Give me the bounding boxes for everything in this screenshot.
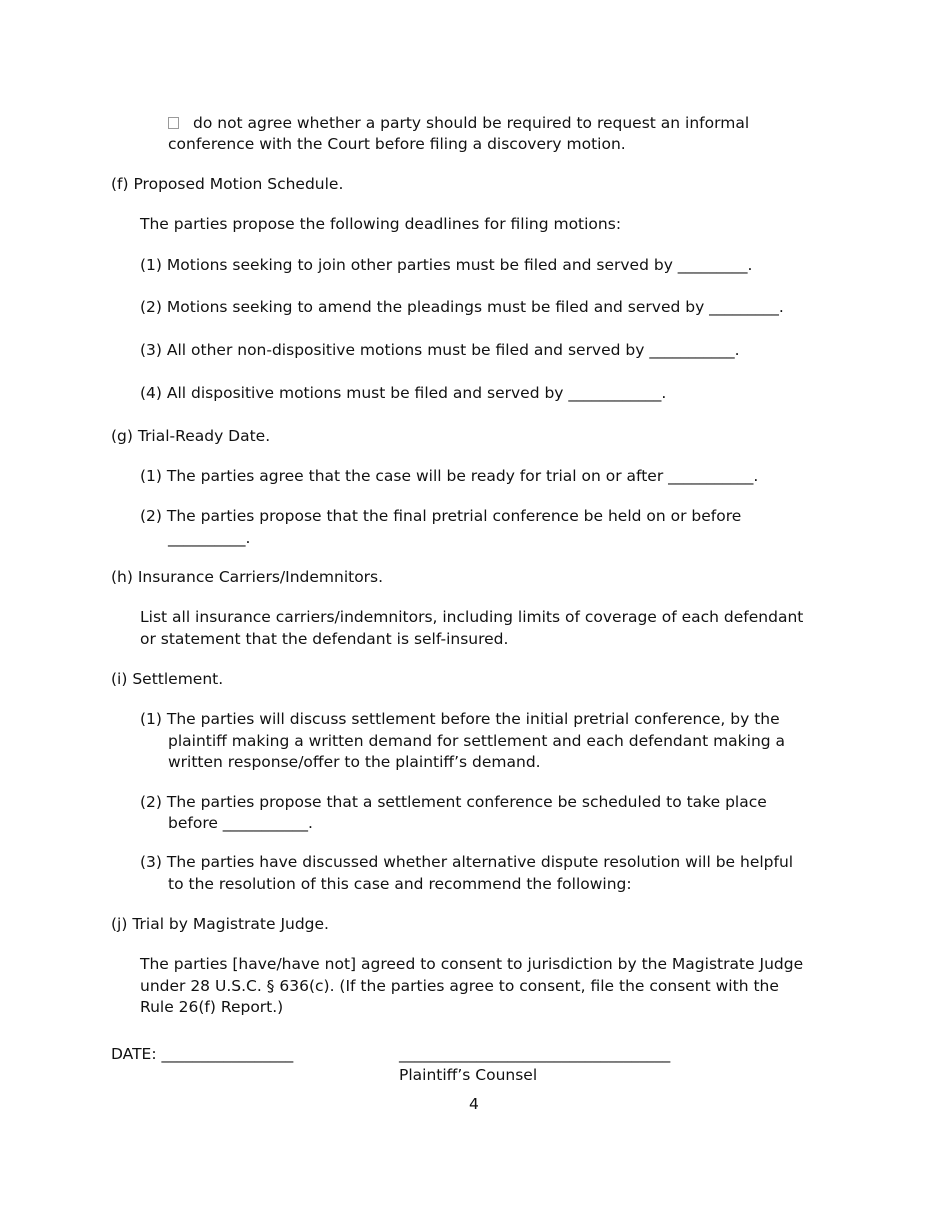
section-f-item-2: (2) Motions seeking to amend the pleadings must be filed and served by _________. — [140, 298, 784, 316]
section-g-item-2-cont: __________. — [168, 529, 251, 547]
section-i-item-3: (3) The parties have discussed whether alternative dispute resolution will be helpful — [140, 853, 794, 871]
section-h-body-cont: or statement that the defendant is self-insured. — [140, 630, 509, 648]
section-f-heading: (f) Proposed Motion Schedule. — [111, 175, 344, 193]
section-g-heading: (g) Trial-Ready Date. — [111, 427, 271, 445]
section-i-heading: (i) Settlement. — [111, 670, 224, 688]
date-field[interactable]: DATE: _________________ — [111, 1045, 294, 1063]
section-f-item-4: (4) All dispositive motions must be filed and served by ____________. — [140, 384, 667, 402]
section-h-body: List all insurance carriers/indemnitors, including limits of coverage of each defendant — [140, 608, 804, 626]
section-i-item-2-cont: before ___________. — [168, 814, 313, 832]
signer-label: Plaintiff’s Counsel — [399, 1066, 538, 1084]
section-j-body: The parties [have/have not] agreed to consent to jurisdiction by the Magistrate Judge — [140, 955, 804, 973]
section-i-item-1-cont: plaintiff making a written demand for settlement and each defendant making a — [168, 732, 786, 750]
section-i-item-1-cont: written response/offer to the plaintiff’s demand. — [168, 753, 541, 771]
checkbox-option-text-cont: conference with the Court before filing a discovery motion. — [168, 135, 626, 153]
section-f-item-1: (1) Motions seeking to join other parties must be filed and served by _________. — [140, 256, 753, 274]
section-j-body-cont: under 28 U.S.C. § 636(c). (If the parties agree to consent, file the consent with the — [140, 977, 779, 995]
checkbox-icon[interactable] — [168, 117, 179, 129]
section-j-body-cont: Rule 26(f) Report.) — [140, 998, 284, 1016]
section-i-item-3-cont: to the resolution of this case and recommend the following: — [168, 875, 632, 893]
page-number: 4 — [469, 1095, 479, 1113]
section-f-item-3: (3) All other non-dispositive motions must be filed and served by ___________. — [140, 341, 740, 359]
section-j-heading: (j) Trial by Magistrate Judge. — [111, 915, 329, 933]
section-i-item-1: (1) The parties will discuss settlement before the initial pretrial conference, by the — [140, 710, 780, 728]
section-i-item-2: (2) The parties propose that a settlement conference be scheduled to take place — [140, 793, 767, 811]
section-g-item-2: (2) The parties propose that the final pretrial conference be held on or before — [140, 507, 742, 525]
section-h-heading: (h) Insurance Carriers/Indemnitors. — [111, 568, 384, 586]
section-g-item-1: (1) The parties agree that the case will be ready for trial on or after ___________. — [140, 467, 759, 485]
checkbox-option-informal-conference — [168, 113, 749, 135]
signature-line[interactable]: ___________________________________ — [399, 1045, 671, 1063]
checkbox-option-text: do not agree whether a party should be required to request an informal — [193, 114, 750, 132]
section-f-intro: The parties propose the following deadlines for filing motions: — [140, 215, 622, 233]
